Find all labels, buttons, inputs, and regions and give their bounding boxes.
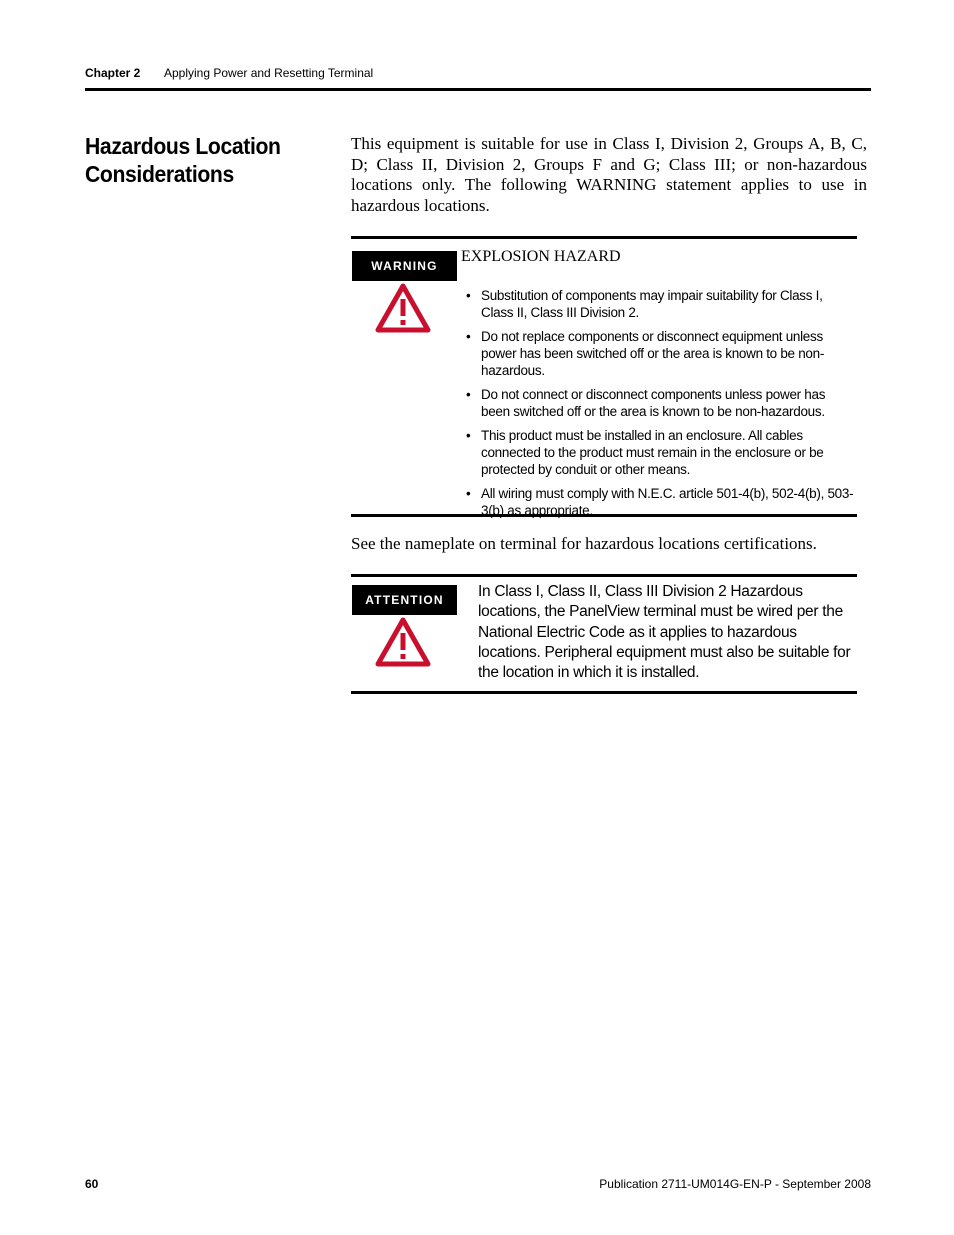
warning-bullet-list	[463, 287, 855, 526]
chapter-label: Chapter 2	[85, 66, 141, 80]
list-item: • This product must be installed in an enclosure. All cables connected to the product must remain in the enclosure or be protected by conduit or other means.	[466, 428, 824, 477]
list-item: • Substitution of components may impair suitability for Class I, Class II, Class III Division 2.	[466, 288, 823, 320]
warning-box	[351, 236, 857, 517]
attention-box	[351, 574, 857, 694]
list-item: • Do not replace components or disconnect equipment unless power has been switched off or the area is known to be non-hazardous.	[466, 329, 825, 378]
attention-label: ATTENTION	[352, 585, 457, 615]
chapter-title: Applying Power and Resetting Terminal	[164, 66, 374, 80]
intro-paragraph: This equipment is suitable for use in Class I, Division 2, Groups A, B, C, D; Class II, Division 2, Groups F and G; Class III; or non-hazardous locations only. The following WARNING statement applies to use in hazardous locations.	[351, 134, 867, 215]
section-heading: Hazardous Location Considerations	[85, 133, 281, 187]
warning-title: EXPLOSION HAZARD	[461, 248, 621, 265]
attention-text: In Class I, Class II, Class III Division 2 Hazardous locations, the PanelView terminal must be wired per the National Electric Code as it applies to hazardous locations. Peripheral equipment must also be suitable for the location in which it is installed.	[478, 583, 851, 682]
warning-triangle-icon	[375, 283, 431, 333]
nameplate-note: See the nameplate on terminal for hazardous locations certifications.	[351, 534, 817, 553]
page-number: 60	[85, 1177, 99, 1191]
publication-info: Publication 2711-UM014G-EN-P - September 2008	[599, 1177, 871, 1191]
header-divider	[85, 88, 871, 91]
warning-label: WARNING	[352, 251, 457, 281]
list-item: • All wiring must comply with N.E.C. article 501-4(b), 502-4(b), 503-3(b) as appropriate.	[466, 486, 854, 518]
warning-triangle-icon	[375, 617, 431, 667]
list-item: • Do not connect or disconnect components unless power has been switched off or the area is known to be non-hazardous.	[466, 387, 826, 419]
